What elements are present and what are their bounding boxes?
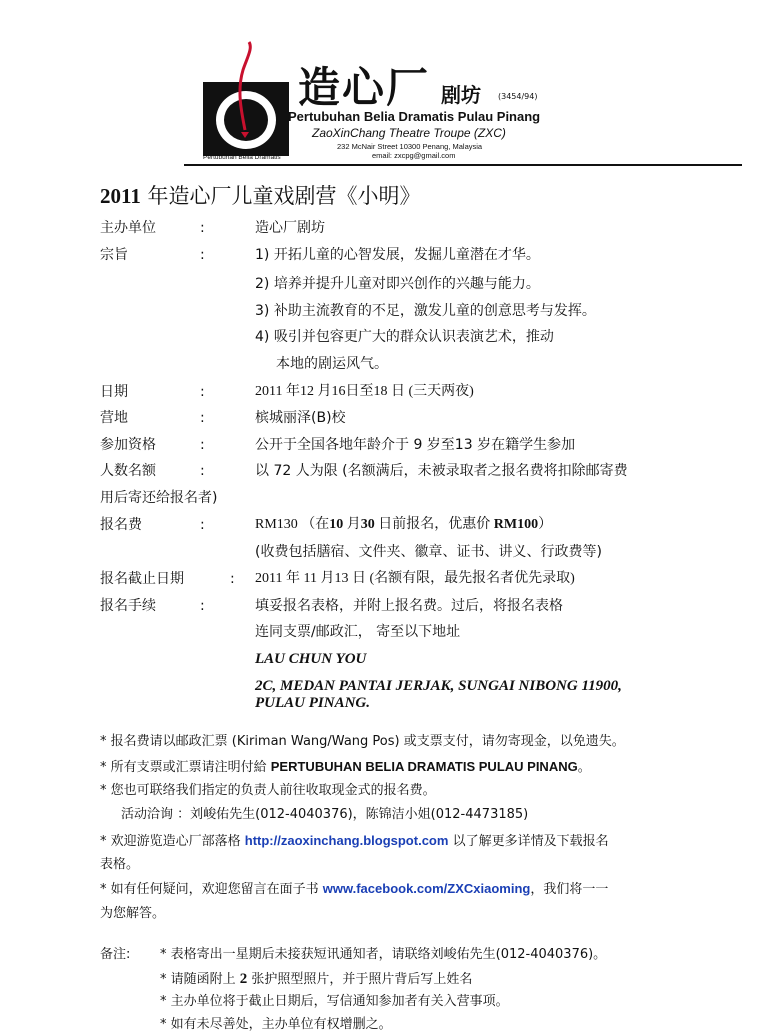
fee-text: RM130 （在 [255,517,330,532]
eligibility-value: 公开于全国各地年龄介于 9 岁至13 岁在籍学生参加 [255,437,576,453]
colon: : [200,410,205,426]
payee-name: PERTUBUHAN BELIA DRAMATIS PULAU PINANG [270,759,578,774]
note-facebook [100,880,608,899]
header-divider [184,164,742,166]
title-text: 年造心厂儿童戏剧营《小明》 [147,184,421,208]
colon: : [200,384,205,400]
purpose-item: 3) 补助主流教育的不足，激发儿童的创意思考与发挥。 [255,303,596,319]
venue-label: 营地 [100,410,128,426]
procedure-line: 连同支票/邮政汇， 寄至以下地址 [255,624,461,640]
colon: : [200,247,205,263]
eligibility-label: 参加资格 [100,437,156,453]
purpose-item: 本地的剧运风气。 [276,356,388,372]
remark-item: * 表格寄出一星期后未接获短讯通知者，请联络刘峻佑先生(012-4040376)。 [160,947,607,962]
purpose-item: 1) 开拓儿童的心智发展，发掘儿童潜在才华。 [255,247,540,263]
procedure-line: 填妥报名表格，并附上报名费。过后，将报名表格 [255,598,563,614]
recipient-address: PULAU PINANG. [255,695,370,711]
remark-item [160,970,472,989]
purpose-label: 宗旨 [100,247,128,263]
fee-text: 日前报名，优惠价 [374,517,494,532]
blog-link[interactable]: http://zaoxinchang.blogspot.com [244,833,449,848]
note-cheque [100,758,591,777]
colon: : [200,463,205,479]
note-payment: * 报名费请以邮政汇票 (Kiriman Wang/Wang Pos) 或支票支付，请勿寄现金，以免遗失。 [100,734,625,749]
note-contact: 活动洽询 ：刘峻佑先生(012-4040376)，陈锦洁小姐(012-4473185) [121,807,529,822]
registration-number: (3454/94) [498,92,538,101]
remark-text: 张护照型照片，并于照片背后写上姓名 [247,972,473,987]
remark-item: * 主办单位将于截止日期后，写信通知参加者有关入营事项。 [160,994,509,1009]
recipient-address: 2C, MEDAN PANTAI JERJAK, SUNGAI NIBONG 11900, [255,678,622,694]
colon: : [200,437,205,453]
troupe-logo [201,40,296,162]
note-text: ，我们将一一 [530,882,609,897]
quota-value: 以 72 人为限 (名额满后，未被录取者之报名费将扣除邮寄费 [255,463,628,479]
colon: : [200,220,205,236]
photo-count: 2 [239,971,248,987]
recipient-name: LAU CHUN YOU [255,651,367,667]
note-text: * 所有支票或汇票请注明付給 [100,760,271,775]
email: email: zxcpg@gmail.com [372,151,456,160]
note-blog [100,832,609,851]
organizer-value: 造心厂剧坊 [255,220,325,236]
fee-note: (收费包括膳宿、文件夹、徽章、证书、讲义、行政费等) [255,544,602,560]
fee-discount: RM100 [493,517,539,532]
fee-text: ） [538,517,553,532]
date-label: 日期 [100,384,128,400]
fee-value [255,516,552,534]
fee-day: 30 [360,517,375,532]
troupe-name: ZaoXinChang Theatre Troupe (ZXC) [312,126,506,140]
remark-item: * 如有未尽善处，主办单位有权增删之。 [160,1017,392,1032]
organizer-label: 主办单位 [100,220,156,236]
organization-name: Pertubuhan Belia Dramatis Pulau Pinang [288,109,541,124]
deadline-label: 报名截止日期 [100,571,184,587]
note-facebook-continuation: 为您解答。 [100,906,166,921]
fee-label: 报名费 [100,517,142,533]
facebook-link[interactable]: www.facebook.com/ZXCxiaoming [322,881,531,896]
note-text: 以了解更多详情及下载报名 [448,834,609,849]
remarks-label: 备注: [100,947,131,962]
brand-name-suffix: 剧坊 [441,83,481,107]
note-text: 。 [577,760,591,775]
page-title [100,180,421,210]
address: 232 McNair Street 10300 Penang, Malaysia [337,142,483,151]
venue-value: 槟城丽泽(B)校 [255,410,346,426]
fee-text: 月 [343,517,361,532]
note-text: * 如有任何疑问，欢迎您留言在面子书 [100,882,323,897]
remark-text: * 请随函附上 [160,972,240,987]
quota-continuation: 用后寄还给报名者) [100,490,218,506]
deadline-value: 2011 年 11 月13 日 (名额有限，最先报名者优先录取) [255,571,575,586]
colon: : [200,598,205,614]
quota-label: 人数名额 [100,463,156,479]
purpose-item: 2) 培养并提升儿童对即兴创作的兴趣与能力。 [255,276,540,292]
procedure-label: 报名手续 [100,598,156,614]
colon: : [200,517,205,533]
brand-name-chinese: 造心厂 [298,63,431,112]
purpose-item: 4) 吸引并包容更广大的群众认识表演艺术，推动 [255,329,554,345]
title-year: 2011 [100,184,141,208]
colon: : [230,571,235,587]
note-text: * 欢迎游览造心厂部落格 [100,834,245,849]
date-value: 2011 年12 月16日至18 日 (三天两夜) [255,384,474,399]
note-blog-continuation: 表格。 [100,857,140,872]
fee-month: 10 [329,517,344,532]
logo-caption: Pertubuhan Belia Dramatis [203,154,281,161]
note-cash: * 您也可联络我们指定的负责人前往收取现金式的报名费。 [100,783,436,798]
